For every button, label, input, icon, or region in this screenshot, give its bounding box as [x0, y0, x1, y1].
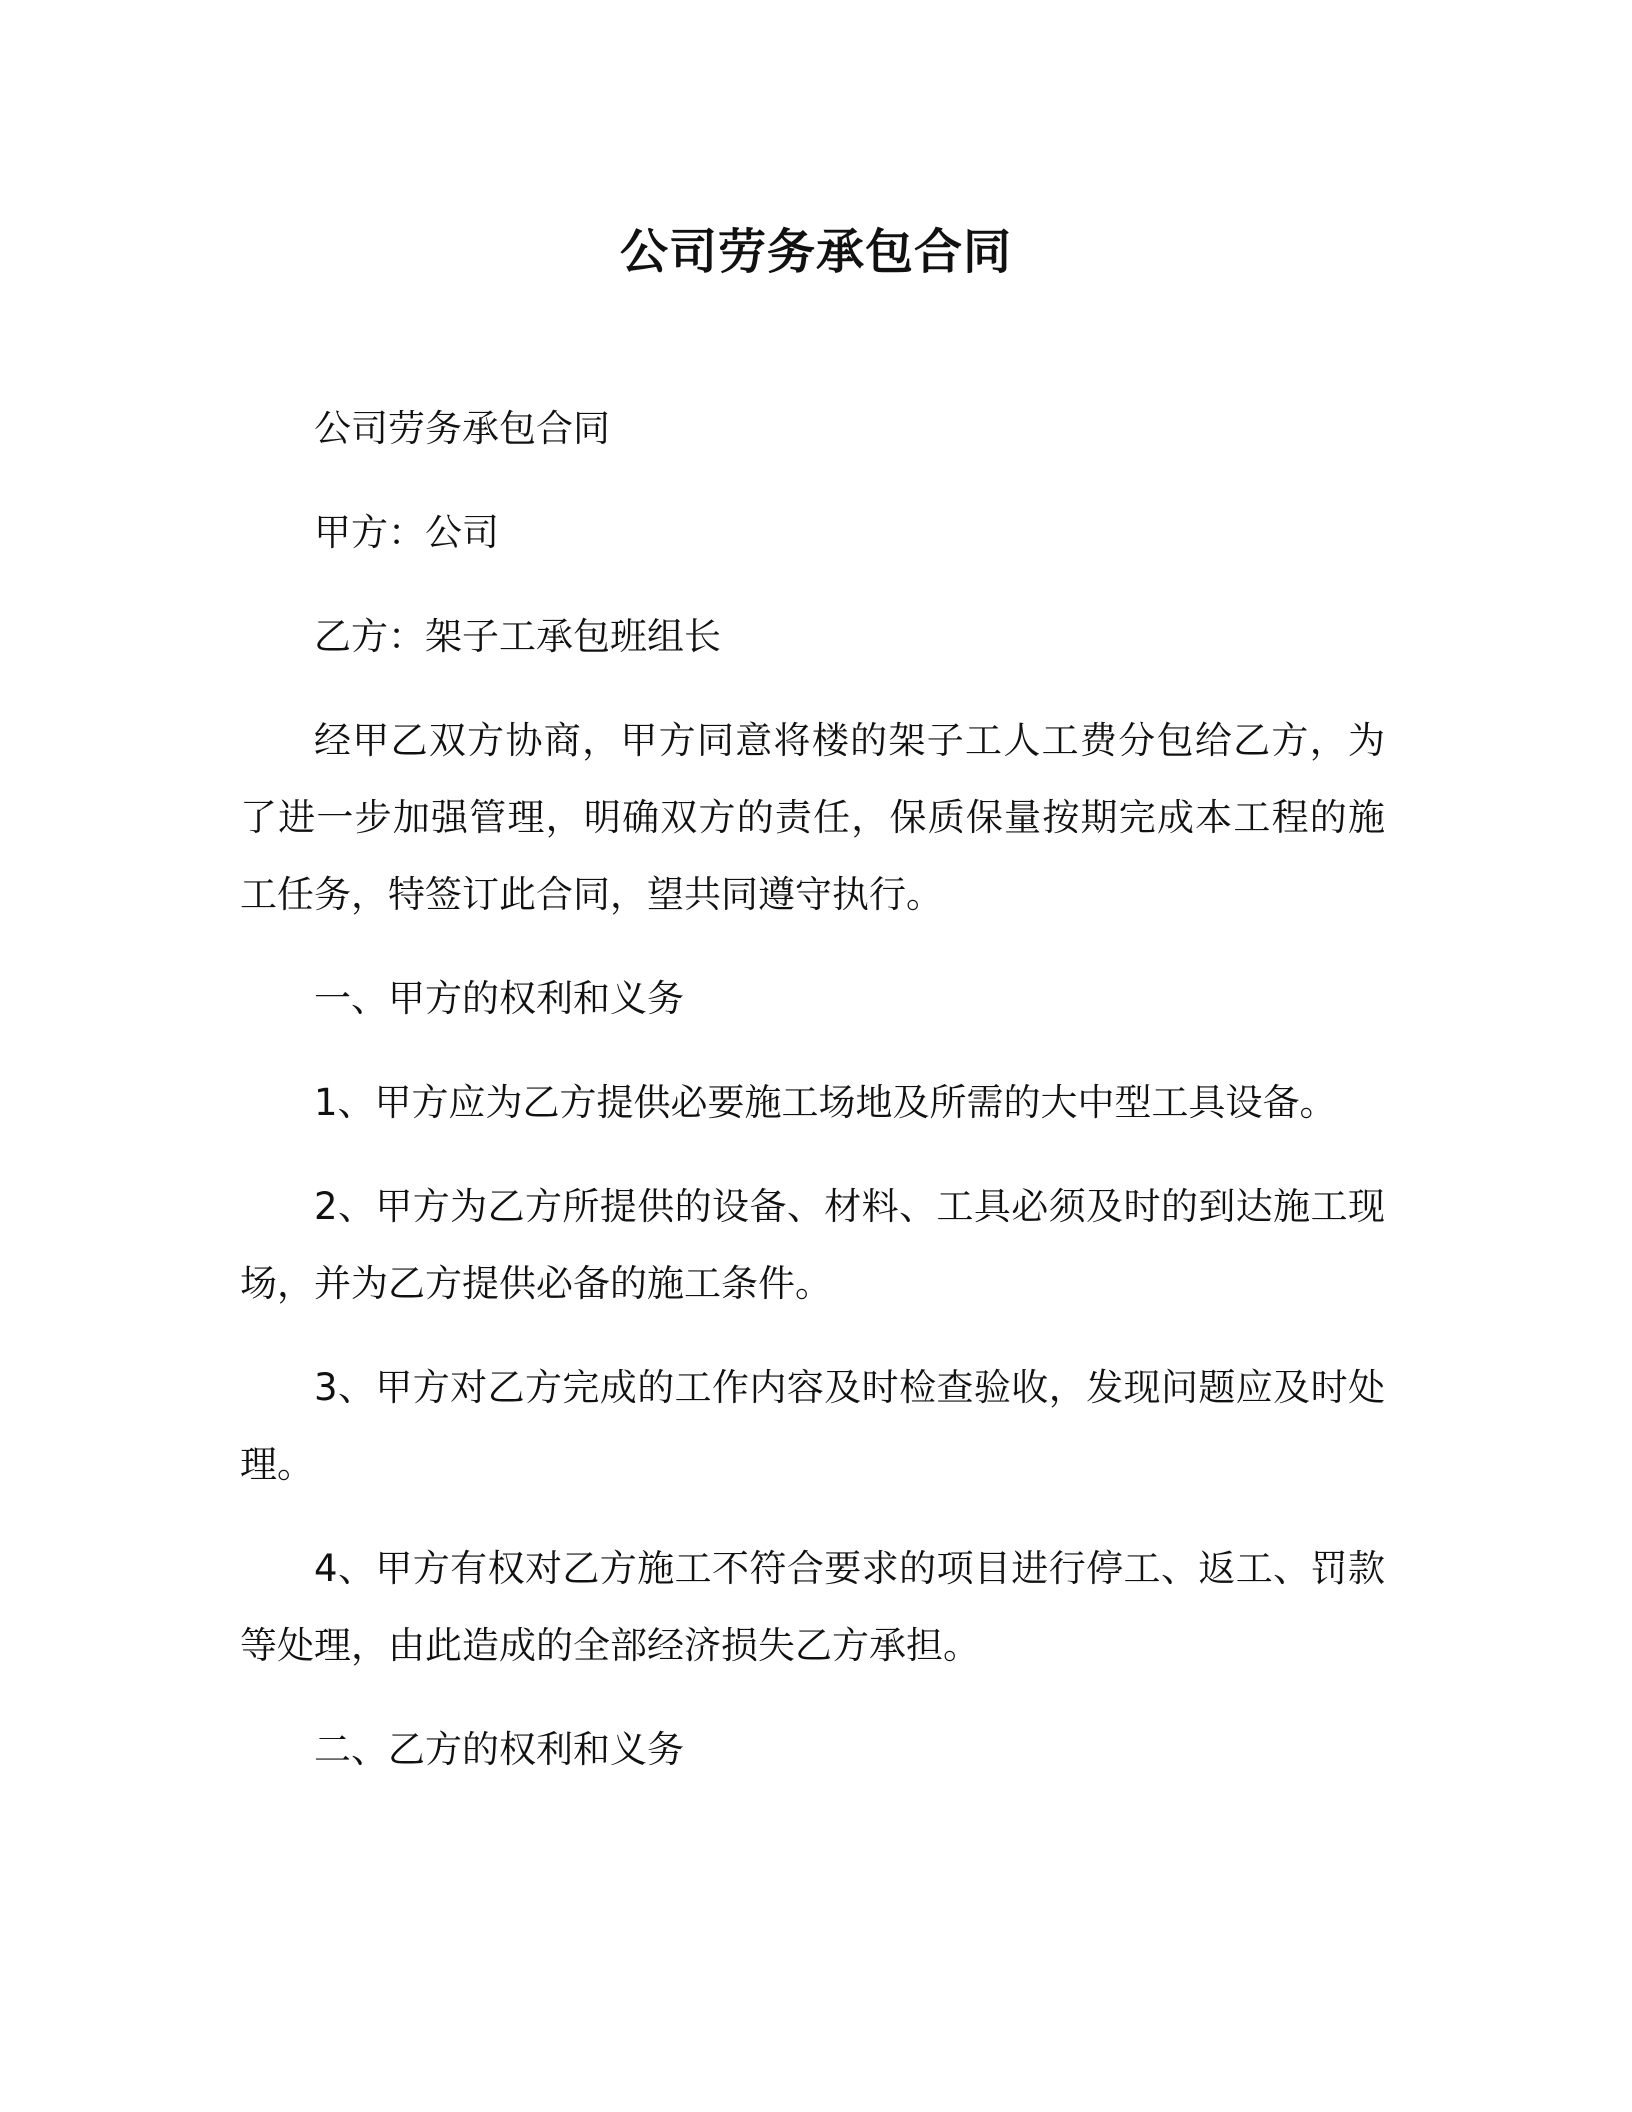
- clause-a3: 3、甲方对乙方完成的工作内容及时检查验收，发现问题应及时处理。: [240, 1366, 1385, 1486]
- preamble-paragraph: 经甲乙双方协商，甲方同意将楼的架子工人工费分包给乙方，为了进一步加强管理，明确双方的责任，保质保量按期完成本工程的施工任务，特签订此合同，望共同遵守执行。: [240, 719, 1385, 916]
- document-body: [240, 390, 1385, 1815]
- document-title: 公司劳务承包合同: [619, 224, 1012, 280]
- clause-a1: 1、甲方应为乙方提供必要施工场地及所需的大中型工具设备。: [314, 1081, 1337, 1124]
- contract-name-line: 公司劳务承包合同: [314, 407, 610, 450]
- section-heading-party-a: 一、甲方的权利和义务: [314, 977, 684, 1020]
- clause-a4: 4、甲方有权对乙方施工不符合要求的项目进行停工、返工、罚款等处理，由此造成的全部经济损失乙方承担。: [240, 1547, 1385, 1667]
- party-a-line: 甲方：公司: [314, 511, 499, 554]
- clause-a2: 2、甲方为乙方所提供的设备、材料、工具必须及时的到达施工现场，并为乙方提供必备的施工条件。: [240, 1185, 1385, 1305]
- section-heading-party-b: 二、乙方的权利和义务: [314, 1728, 684, 1771]
- party-b-line: 乙方：架子工承包班组长: [314, 615, 721, 658]
